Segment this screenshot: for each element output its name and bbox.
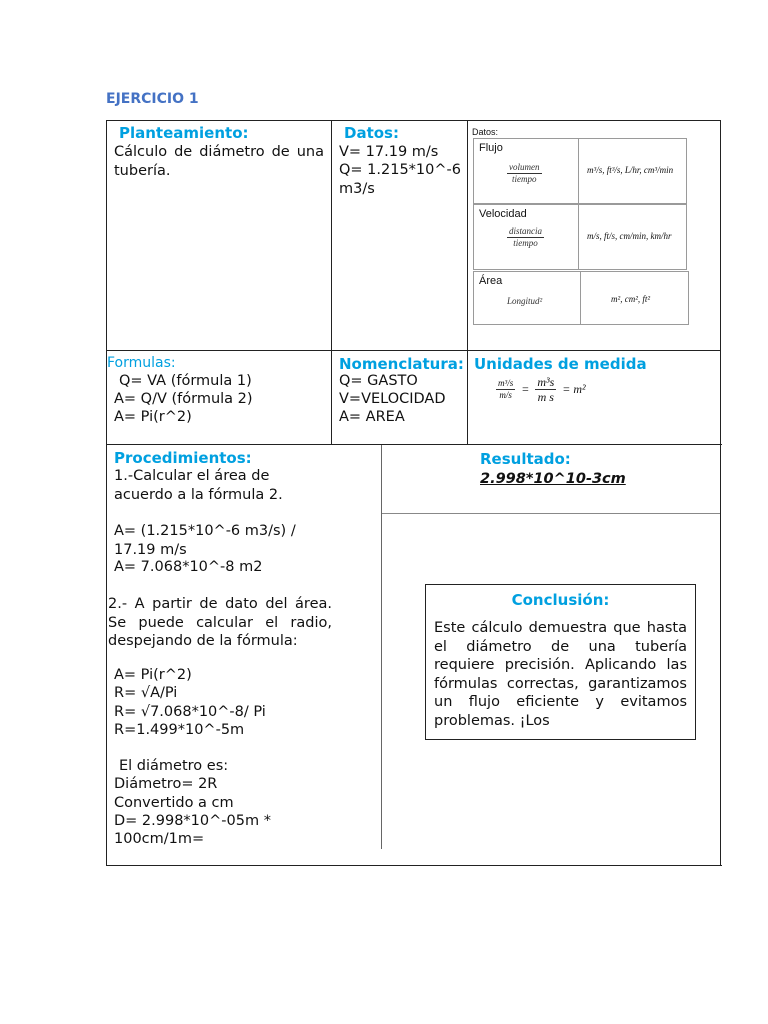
nomenclatura-v: V=VELOCIDAD [339,391,446,407]
datos-flow: Q= 1.215*10^-6 [339,162,461,178]
unit-equals: = [521,382,530,396]
table-border-top [106,120,721,121]
proc-step-2: 2.- A partir de dato del área. Se puede calcular el radio, despejando de la fórmula: [108,596,332,649]
nomenclatura-heading: Nomenclatura: [339,355,464,373]
conclusion-text: Este cálculo demuestra que hasta el diámetro de una tubería requiere precisión. Aplicando las fórmulas correctas, garantizamos un flujo eficiente y evitamos problemas. ¡Los [434,620,687,729]
units-row-velocidad-label-cell [473,204,580,270]
nomenclatura-a: A= AREA [339,409,405,425]
units-row-velocidad-units-cell [578,204,687,270]
flujo-fraction-den: tiempo [512,174,537,184]
proc-step-1: 1.-Calcular el área de acuerdo a la fórmula 2. [114,468,283,503]
proc-calc-1: A= (1.215*10^-6 m3/s) / 17.19 m/s [114,523,296,558]
units-row-flujo-label: Flujo [479,142,503,154]
resultado-heading: Resultado: [480,450,571,468]
planteamiento-text: Cálculo de diámetro de una tubería. [114,144,324,179]
exercise-title: EJERCICIO 1 [106,91,199,107]
table-border-left [106,120,107,866]
formula-1: Q= VA (fórmula 1) [119,373,252,389]
unidades-heading: Unidades de medida [474,355,647,373]
proc-d3: D= 2.998*10^-05m * [114,813,271,829]
table-col-divider-1 [331,120,332,445]
conclusion-box [425,584,696,740]
table-border-bottom [106,865,722,866]
table-row-divider-2 [106,444,722,445]
units-row-area-units: m², cm², ft² [611,294,651,304]
units-row-flujo-units-cell [578,138,687,204]
datos-heading: Datos: [344,124,399,142]
datos-velocity: V= 17.19 m/s [339,144,439,160]
nomenclatura-q: Q= GASTO [339,373,418,389]
conclusion-heading: Conclusión: [511,591,610,609]
proc-d0: El diámetro es: [119,758,229,774]
resultado-value: 2.998*10^10-3cm [480,471,626,487]
velocidad-fraction-num: distancia [509,226,542,236]
proc-d2: Convertido a cm [114,795,234,811]
proc-r3: R= √7.068*10^-8/ Pi [114,704,266,720]
proc-r4: R=1.499*10^-5m [114,722,245,738]
units-row-velocidad-units: m/s, ft/s, cm/min, km/hr [587,231,672,241]
units-row-velocidad-label: Velocidad [479,208,527,220]
flujo-fraction-num: volumen [509,162,540,172]
proc-d4: 100cm/1m= [114,831,205,847]
proc-r2: R= √A/Pi [114,685,178,701]
unit-mid-num: m³s [537,375,555,389]
planteamiento-heading: Planteamiento: [119,124,249,142]
area-formula: Longitud² [507,296,543,306]
unit-result: = m² [562,382,586,396]
lower-col-divider [381,445,382,849]
unit-left-den: m/s [499,390,512,400]
table-border-right [720,120,721,866]
units-row-flujo-units: m³/s, ft³/s, L/hr, cm³/min [587,165,674,175]
formula-2: A= Q/V (fórmula 2) [114,391,253,407]
velocidad-fraction-den: tiempo [513,238,538,248]
formula-3: A= Pi(r^2) [114,409,192,425]
units-row-area-units-cell [580,271,689,325]
procedimientos-heading: Procedimientos: [114,449,252,467]
units-table-title: Datos: [472,127,499,137]
formulas-heading: Formulas: [107,355,176,371]
unit-left-num: m³/s [498,378,514,388]
units-row-area-label: Área [479,275,503,287]
result-divider [382,513,720,514]
units-row-flujo-label-cell [473,138,580,204]
proc-d1: Diámetro= 2R [114,776,218,792]
unit-mid-den: m s [537,390,554,404]
proc-r1: A= Pi(r^2) [114,667,192,683]
datos-flow-units: m3/s [339,181,375,197]
unit-derivation [496,376,586,403]
table-row-divider-1 [106,350,721,351]
units-row-area-label-cell [473,271,582,325]
table-col-divider-2 [467,120,468,445]
proc-calc-2: A= 7.068*10^-8 m2 [114,559,263,575]
